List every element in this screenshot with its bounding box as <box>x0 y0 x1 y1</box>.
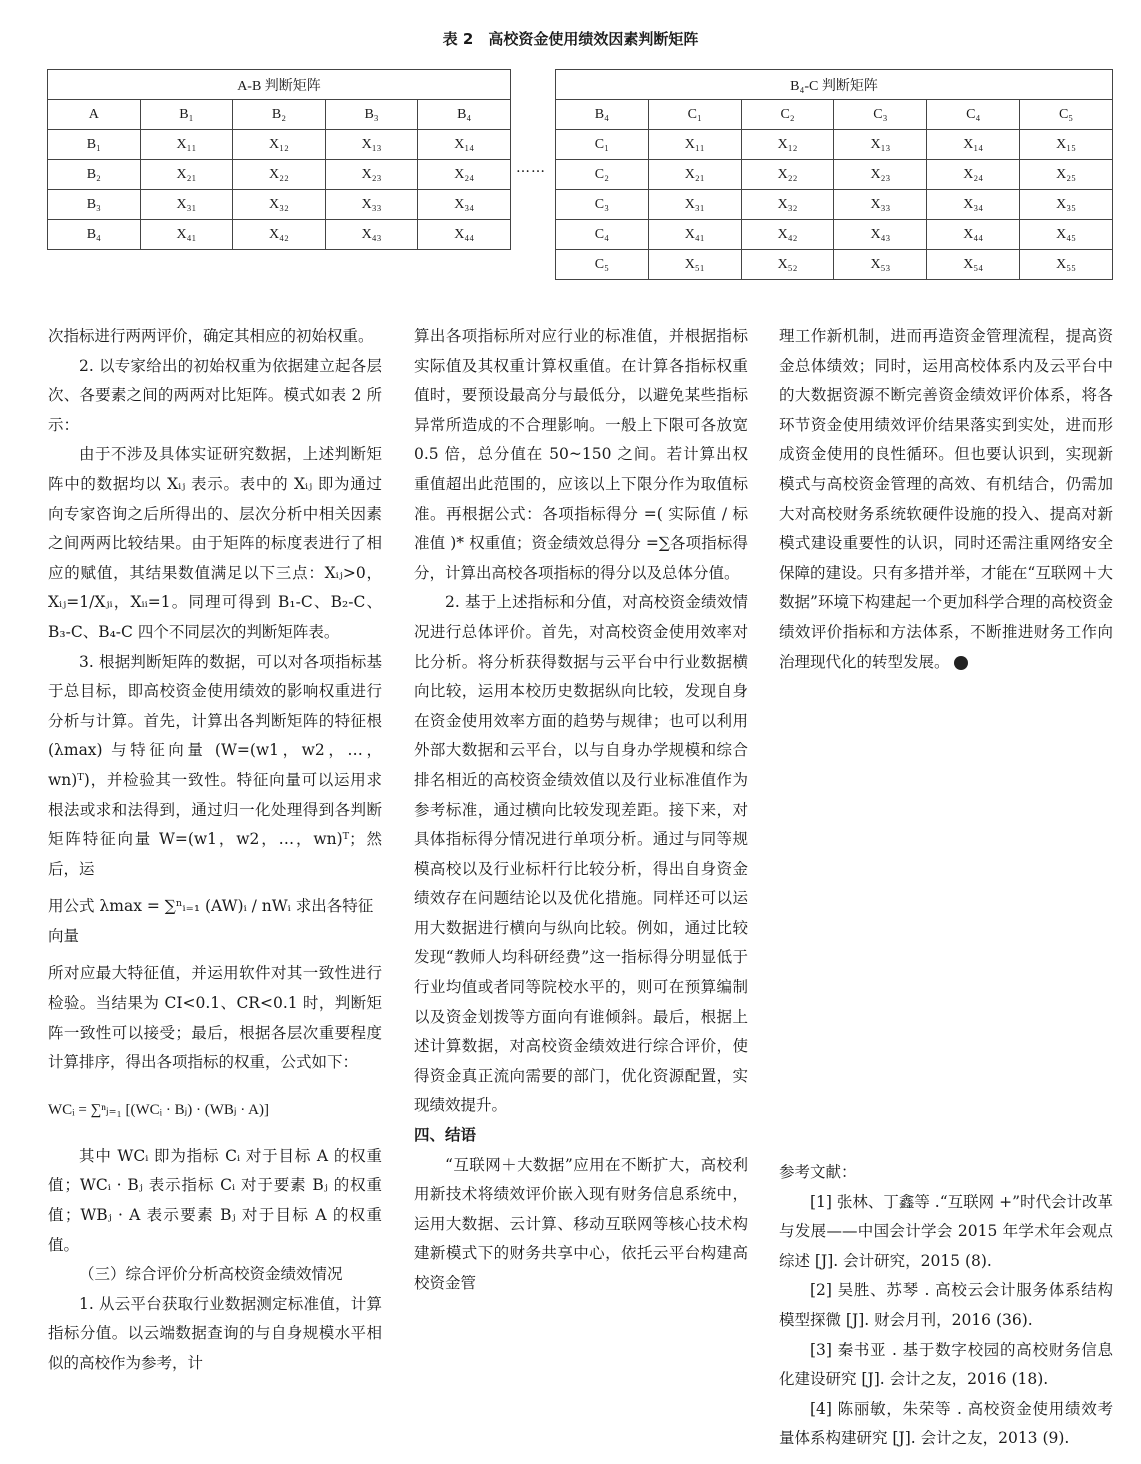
table-cell: X₂₁ <box>140 160 233 190</box>
reference-item: [4] 陈丽敏，朱荣等 . 高校资金使用绩效考量体系构建研究 [J]. 会计之友，2013 (9). <box>779 1399 1113 1448</box>
table-cell: X₁₄ <box>418 130 511 160</box>
table-cell: X₃₃ <box>325 190 418 220</box>
header-cell: C₄ <box>927 100 1020 130</box>
table-cell: X₄₁ <box>140 220 233 250</box>
table-cell: X₂₃ <box>834 160 927 190</box>
table-ellipsis: …… <box>516 160 546 176</box>
table-row <box>48 100 511 130</box>
table-cell: X₁₃ <box>325 130 418 160</box>
table-cell: X₂₅ <box>1020 160 1113 190</box>
table-cell: B₂ <box>48 160 141 190</box>
paragraph: 2. 以专家给出的初始权重为依据建立起各层次、各要素之间的两两对比矩阵。模式如表 2 所示： <box>48 356 382 434</box>
section-heading: 四、结语 <box>414 1126 477 1145</box>
table-cell: X₁₅ <box>1020 130 1113 160</box>
table-cell: X₄₄ <box>927 220 1020 250</box>
table-cell: X₁₃ <box>834 130 927 160</box>
table-cell: X₄₂ <box>741 220 834 250</box>
table-row <box>48 160 511 190</box>
table-cell: X₅₁ <box>648 250 741 280</box>
paragraph: 所对应最大特征值，并运用软件对其一致性进行检验。当结果为 CI<0.1、CR<0.1 时，判断矩阵一致性可以接受；最后，根据各层次重要程度计算排序，得出各项指标的权重，公式如下： <box>48 964 382 1072</box>
paragraph-text: 理工作新机制，进而再造资金管理流程，提高资金总体绩效；同时，运用高校体系内及云平台中的大数据资源不断完善资金绩效评价体系，将各环节资金使用绩效评价结果落实到实处，进而形成资金使用的良性循环。但也要认识到，实现新模式与高校资金管理的高效、有机结合，仍需加大对高校财务系统软硬件设施的投入、提高对新模式建设重要性的认识，同时还需注重网络安全保障的建设。只有多措并举，才能在“互联网＋大数据”环境下构建起一个更加科学合理的高校资金绩效评价指标和方法体系，不断推进财务工作向治理现代化的转型发展。 <box>779 327 1113 671</box>
table-cell: X₅₅ <box>1020 250 1113 280</box>
table-cell: C₂ <box>556 160 649 190</box>
reference-item: [1] 张林、丁鑫等 .“互联网 +”时代会计改革与发展——中国会计学会 2015 年学术年会观点综述 [J]. 会计研究，2015 (8). <box>779 1192 1114 1270</box>
table-cell: X₂₂ <box>233 160 326 190</box>
table-cell: X₄₁ <box>648 220 741 250</box>
table-cell: B₃ <box>48 190 141 220</box>
header-cell: B₄ <box>556 100 649 130</box>
section-heading: （三）综合评价分析高校资金绩效情况 <box>79 1265 343 1284</box>
bc-judgment-matrix <box>555 69 1113 280</box>
header-cell: C₁ <box>648 100 741 130</box>
matrix-title: A-B 判断矩阵 <box>48 70 511 100</box>
table-row <box>48 190 511 220</box>
table-cell: X₃₁ <box>648 190 741 220</box>
table-cell: C₁ <box>556 130 649 160</box>
table-cell: X₁₂ <box>233 130 326 160</box>
header-cell: B₁ <box>140 100 233 130</box>
table-cell: X₄₅ <box>1020 220 1113 250</box>
weight-formula: WCᵢ = ∑ⁿⱼ₌₁ [(WCᵢ · Bⱼ) · (WBⱼ · A)] <box>48 1101 270 1118</box>
paragraph: 3. 根据判断矩阵的数据，可以对各项指标基于总目标，即高校资金使用绩效的影响权重进行分析与计算。首先，计算出各判断矩阵的特征根 (λmax) 与特征向量 (W=(w1，w2，…，wn)ᵀ)，并检验其一致性。特征向量可以运用求根法或求和法得到，通过归一化处理得到各判断矩阵特征向量 W=(w1，w2，…，wn)ᵀ；然后，运 <box>48 652 382 878</box>
table-row <box>48 220 511 250</box>
header-cell: B₃ <box>325 100 418 130</box>
text-column-3 <box>779 322 1113 677</box>
table-cell: X₅₃ <box>834 250 927 280</box>
table-cell: X₃₄ <box>927 190 1020 220</box>
header-cell: B₄ <box>418 100 511 130</box>
table-cell: X₄₃ <box>325 220 418 250</box>
table-row <box>556 190 1113 220</box>
table-cell: X₃₁ <box>140 190 233 220</box>
table-cell: X₃₃ <box>834 190 927 220</box>
paragraph <box>779 322 1113 677</box>
table-cell: X₃₂ <box>233 190 326 220</box>
table-cell: X₂₄ <box>927 160 1020 190</box>
table-cell: X₃₄ <box>418 190 511 220</box>
table-cell: X₁₂ <box>741 130 834 160</box>
paragraph: 算出各项指标所对应行业的标准值，并根据指标实际值及其权重计算权重值。在计算各指标权重值时，要预设最高分与最低分，以避免某些指标异常所造成的不合理影响。一般上下限可各放宽 0.5 倍，总分值在 50~150 之间。若计算出权重值超出此范围的，应该以上下限分作为取值标准。再根据公式：各项指标得分 =( 实际值 / 标准值 )* 权重值；资金绩效总得分 =∑各项指标得分，计算出高校各项指标的得分以及总体分值。 <box>414 327 748 582</box>
table-row <box>556 100 1113 130</box>
reference-item: [2] 吴胜、苏琴 . 高校云会计服务体系结构模型探微 [J]. 财会月刊，2016 (36). <box>779 1281 1113 1329</box>
table-cell: X₄₄ <box>418 220 511 250</box>
header-cell: C₅ <box>1020 100 1113 130</box>
header-cell: C₃ <box>834 100 927 130</box>
table-cell: X₁₁ <box>140 130 233 160</box>
matrix-title: B₄-C 判断矩阵 <box>556 70 1113 100</box>
text-column-1 <box>48 322 382 1379</box>
table-cell: X₃₂ <box>741 190 834 220</box>
table-row <box>48 130 511 160</box>
table-row <box>556 250 1113 280</box>
table-cell: X₂₂ <box>741 160 834 190</box>
table-cell: X₃₅ <box>1020 190 1113 220</box>
table-row <box>556 220 1113 250</box>
header-cell: A <box>48 100 141 130</box>
table-cell: X₄₂ <box>233 220 326 250</box>
table-caption: 表 2 高校资金使用绩效因素判断矩阵 <box>442 30 699 48</box>
table-cell: C₅ <box>556 250 649 280</box>
paragraph: “互联网＋大数据”应用在不断扩大，高校利用新技术将绩效评价嵌入现有财务信息系统中，运用大数据、云计算、移动互联网等核心技术构建新模式下的财务共享中心，依托云平台构建高校资金管 <box>414 1155 748 1292</box>
table-row <box>556 160 1113 190</box>
table-cell: B₁ <box>48 130 141 160</box>
table-cell: X₁₄ <box>927 130 1020 160</box>
table-cell: B₄ <box>48 220 141 250</box>
paragraph: 由于不涉及具体实证研究数据，上述判断矩阵中的数据均以 Xᵢⱼ 表示。表中的 Xᵢⱼ 即为通过向专家咨询之后所得出的、层次分析中相关因素之间两两比较结果。由于矩阵的标度表进行了相应的赋值，其结果数值满足以下三点：Xᵢⱼ>0，Xᵢⱼ=1/Xⱼᵢ，Xᵢᵢ=1。同理可得到 B₁-C、B₂-C、B₃-C、B₄-C 四个不同层次的判断矩阵表。 <box>48 445 382 641</box>
table-cell: X₅₄ <box>927 250 1020 280</box>
table-cell: X₂₁ <box>648 160 741 190</box>
reference-item: [3] 秦书亚 . 基于数字校园的高校财务信息化建设研究 [J]. 会计之友，2016 (18). <box>779 1340 1113 1389</box>
paragraph: 次指标进行两两评价，确定其相应的初始权重。 <box>48 327 374 345</box>
header-cell: B₂ <box>233 100 326 130</box>
paragraph: 1. 从云平台获取行业数据测定标准值，计算指标分值。以云端数据查询的与自身规模水平相似的高校作为参考，计 <box>48 1294 382 1372</box>
table-cell: X₄₃ <box>834 220 927 250</box>
table-cell: X₂₄ <box>418 160 511 190</box>
references-title: 参考文献： <box>779 1163 857 1181</box>
table-cell: X₅₂ <box>741 250 834 280</box>
table-cell: X₂₃ <box>325 160 418 190</box>
paragraph: 其中 WCᵢ 即为指标 Cᵢ 对于目标 A 的权重值；WCᵢ · Bⱼ 表示指标 Cᵢ 对于要素 Bⱼ 的权重值；WBⱼ · A 表示要素 Bⱼ 对于目标 A 的权重值。 <box>48 1146 382 1254</box>
references <box>779 1158 1113 1454</box>
ab-judgment-matrix <box>47 69 511 250</box>
header-cell: C₂ <box>741 100 834 130</box>
table-cell: C₃ <box>556 190 649 220</box>
end-mark-icon <box>954 656 968 670</box>
table-cell: X₁₁ <box>648 130 741 160</box>
text-column-2 <box>414 322 748 1299</box>
table-row <box>556 130 1113 160</box>
table-cell: C₄ <box>556 220 649 250</box>
paragraph: 2. 基于上述指标和分值，对高校资金绩效情况进行总体评价。首先，对高校资金使用效率对比分析。将分析获得数据与云平台中行业数据横向比较，运用本校历史数据纵向比较，发现自身在资金使用效率方面的趋势与规律；也可以利用外部大数据和云平台，以与自身办学规模和综合排名相近的高校资金绩效值以及行业标准值作为参考标准，通过横向比较发现差距。接下来，对具体指标得分情况进行单项分析。通过与同等规模高校以及行业标杆行比较分析，得出自身资金绩效存在问题结论以及优化措施。同样还可以运用大数据进行横向与纵向比较。例如，通过比较发现“教师人均科研经费”这一指标得分明显低于行业均值或者同等院校水平的，则可在预算编制以及资金划拨等方面向有谁倾斜。最后，根据上述计算数据，对高校资金绩效进行综合评价，使得资金真正流向需要的部门，优化资源配置，实现绩效提升。 <box>414 593 748 1115</box>
lambda-formula-line: 用公式 λmax = ∑ⁿᵢ₌₁ (AW)ᵢ / nWᵢ 求出各特征向量 <box>48 897 374 945</box>
